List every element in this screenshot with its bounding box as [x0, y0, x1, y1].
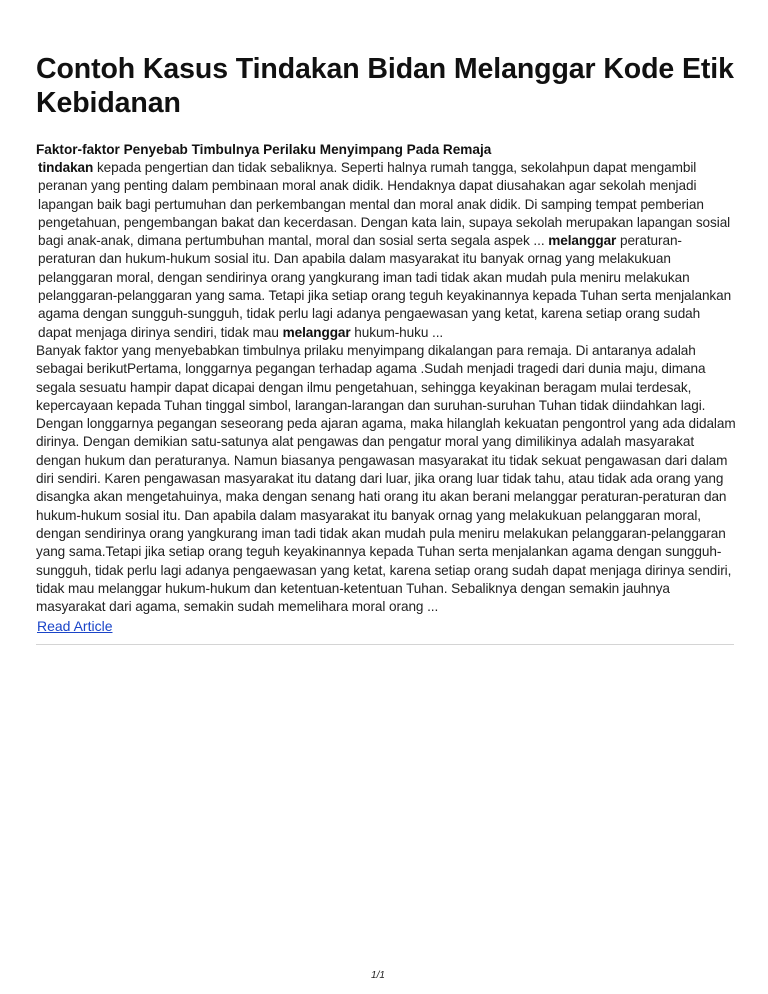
excerpt-text: kepada pengertian dan tidak sebaliknya. Seperti halnya rumah tangga, sekolahpun dapat mengambil peranan yang penting dalam pembinaan moral anak didik. Hendaknya dapat diusahakan agar sekolah menjadi lapangan baik bagi pertumuhan dan perkembangan mental dan moral anak didik. Di samping tempat pemberian pengetahuan, pengembangan bakat dan kecerdasan. Dengan kata lain, supaya sekolah merupakan lapangan sosial bagi anak-anak, dimana pertumbuhan mantal, moral dan sosial serta segala aspek ...	[38, 160, 731, 249]
excerpt-text: hukum-huku ...	[350, 324, 444, 340]
body-paragraph: Banyak faktor yang menyebabkan timbulnya prilaku menyimpang dikalangan para remaja. Di antaranya adalah sebagai berikutPertama, longgarnya pegangan terhadap agama .Sudah menjadi tragedi dari dunia maju, dimana segala sesuatu hampir dapat dicapai dengan ilmu pengetahuan, sehingga keyakinan beragam mulai terdesak, kepercayaan kepada Tuhan tinggal simbol, larangan-larangan dan suruhan-suruhan Tuhan tidak diindahkan lagi. Dengan longgarnya pegangan seseorang peda ajaran agama, maka hilanglah kekuatan pengontrol yang ada didalam dirinya. Dengan demikian satu-satunya alat pengawas dan pengatur moral yang dimilikinya adalah masyarakat dengan hukum dan peraturanya. Namun biasanya pengawasan masyarakat itu tidak sekuat pengawasan dari dalam diri sendiri. Karen pengawasan masyarakat itu datang dari luar, jika orang luar tidak tahu, atau tidak ada orang yang disangka akan mengetahuinya, maka dengan senang hati orang itu akan berani melanggar peraturan-peraturan dan hukum-hukum sosial itu. Dan apabila dalam masyarakat itu banyak ornag yang melakukuan pelanggaran moral, dengan sendirinya orang yangkurang iman tadi tidak akan mudah pula meniru melakukan pelanggaran-pelanggaran yang sama.Tetapi jika setiap orang teguh keyakinannya kepada Tuhan serta menjalankan agama dengan sungguh-sungguh, tidak perlu lagi adanya pengaewasan yang ketat, karena setiap orang sudah dapat menjaga dirinya sendiri, tidak mau melanggar hukum-hukum dan ketentuan-ketentuan Tuhan. Sebaliknya dengan semakin jauhnya masyarakat dari agama, semakin sudah memelihara moral orang ...	[36, 342, 736, 615]
document-page	[36, 52, 736, 636]
divider	[36, 644, 734, 645]
keyword-highlight: melanggar	[282, 324, 351, 340]
search-excerpt	[36, 159, 736, 342]
section-heading: Faktor-faktor Penyebab Timbulnya Perilaku Menyimpang Pada Remaja	[36, 142, 492, 157]
page-title: Contoh Kasus Tindakan Bidan Melanggar Kode Etik Kebidanan	[36, 53, 734, 119]
keyword-highlight: melanggar	[548, 233, 617, 249]
keyword-highlight: tindakan	[38, 160, 94, 175]
read-article-link[interactable]: Read Article	[37, 618, 113, 635]
page-number: 1/1	[371, 970, 385, 981]
excerpt-text: peraturan-peraturan dan hukum-hukum sosial itu. Dan apabila dalam masyarakat itu banyak ornag yang melakukuan pelanggaran moral, dengan sendirinya orang yangkurang iman tadi tidak akan mudah pula meniru melakukan pelanggaran-pelanggaran yang sama. Tetapi jika setiap orang teguh keyakinannya kepada Tuhan serta menjalankan agama dengan sungguh-sungguh, tidak perlu lagi adanya pengaewasan yang ketat, karena setiap orang sudah dapat menjaga dirinya sendiri, tidak mau	[38, 233, 732, 340]
